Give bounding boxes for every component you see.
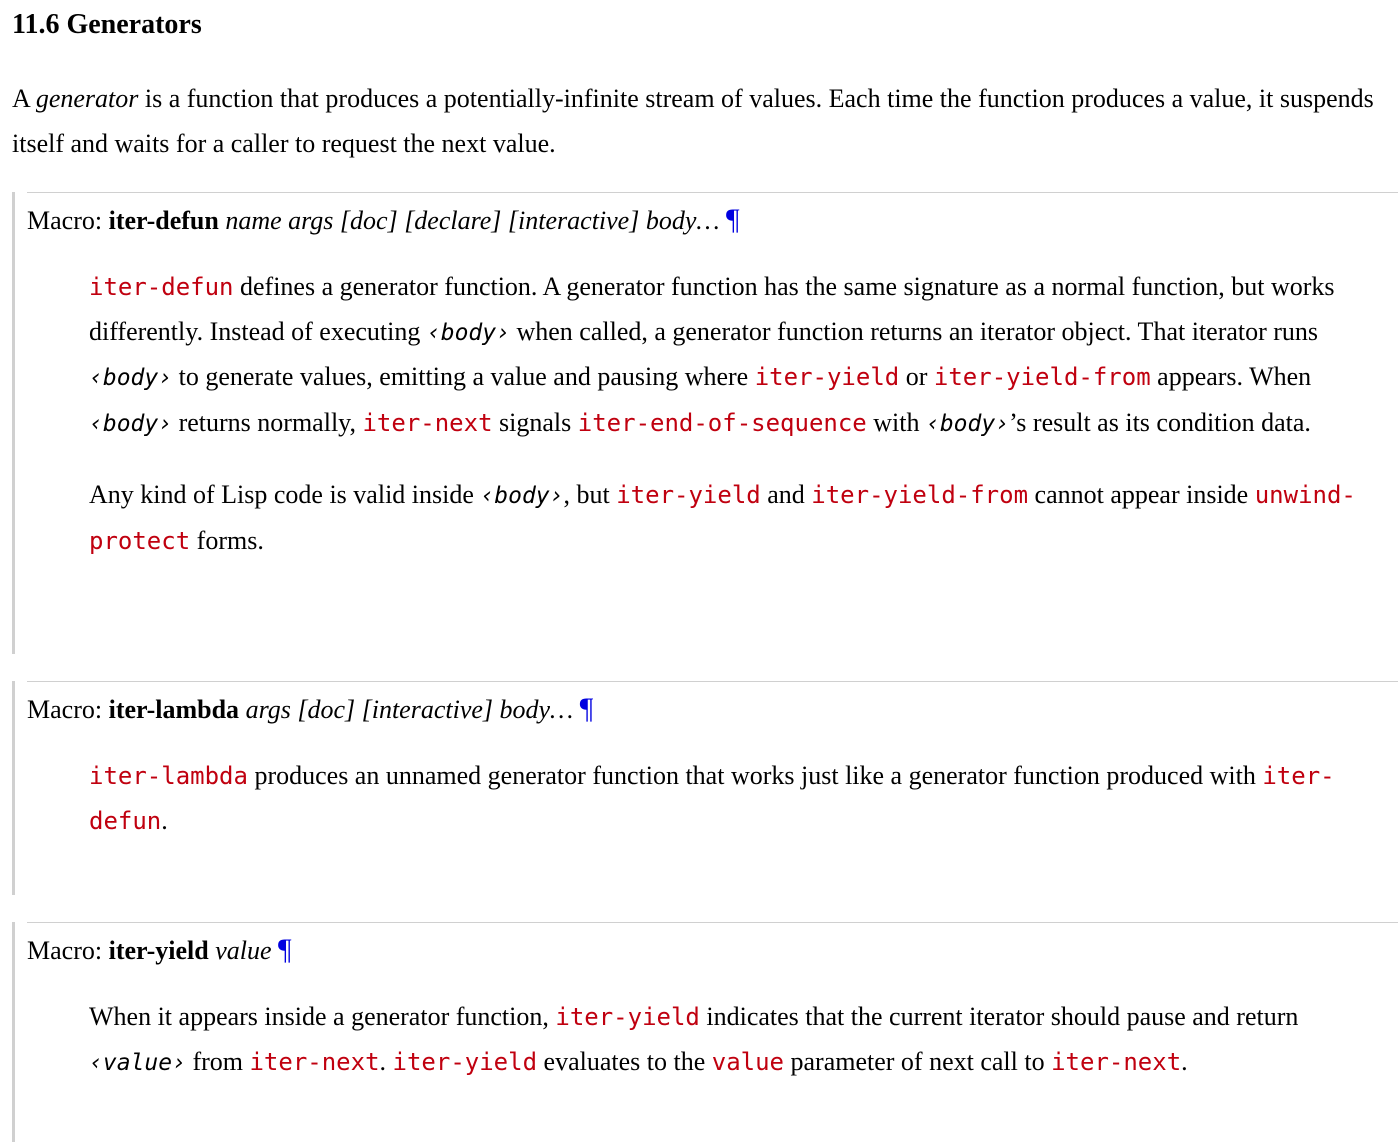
macro-block-iter-yield bbox=[12, 922, 1398, 1142]
pilcrow-anchor-link[interactable]: ¶ bbox=[278, 933, 292, 966]
macro-definition-header bbox=[27, 681, 1398, 727]
metavariable: ‹body› bbox=[89, 410, 173, 437]
description-text: parameter of next call to bbox=[784, 1046, 1052, 1076]
code-reference: iter-next bbox=[362, 408, 493, 437]
macro-kind-label: Macro: bbox=[27, 936, 103, 965]
description-paragraph bbox=[89, 754, 1389, 843]
description-text: cannot appear inside bbox=[1028, 480, 1255, 509]
description-text: signals bbox=[492, 407, 578, 437]
code-reference: iter-next bbox=[1051, 1047, 1182, 1076]
description-paragraph bbox=[89, 473, 1389, 563]
pilcrow-anchor-link[interactable]: ¶ bbox=[726, 203, 740, 236]
macro-kind-label: Macro: bbox=[27, 695, 103, 724]
macro-arguments: name args [doc] [declare] [interactive] body… bbox=[225, 206, 720, 235]
code-reference: iter-yield bbox=[754, 363, 900, 391]
macro-arguments: value bbox=[215, 936, 272, 965]
intro-term: generator bbox=[35, 84, 139, 113]
code-reference: iter-yield-from bbox=[811, 481, 1029, 509]
description-text: returns normally, bbox=[172, 407, 363, 437]
description-text: defines a generator function. A generator function has the same signature as a normal function, but works differently. Instead of executing bbox=[89, 272, 1335, 346]
intro-text-rest: is a function that produces a potentially-infinite stream of values. Each time the function produces a value, it suspends itself and waits for a caller to request the next value. bbox=[12, 84, 1374, 158]
metavariable: ‹body› bbox=[925, 410, 1010, 437]
description-text: When it appears inside a generator function, bbox=[89, 1002, 556, 1031]
macro-definition-header bbox=[27, 922, 1398, 968]
code-reference: iter-yield-from bbox=[933, 363, 1151, 391]
code-reference: iter-next bbox=[249, 1047, 380, 1076]
code-reference: iter-end-of-sequence bbox=[577, 408, 867, 437]
macro-definition-header bbox=[27, 192, 1398, 238]
macro-description bbox=[89, 265, 1389, 563]
description-text: appears. When bbox=[1150, 362, 1312, 391]
description-paragraph bbox=[89, 995, 1389, 1085]
code-reference: iter-yield bbox=[392, 1047, 538, 1076]
description-text: and bbox=[760, 480, 812, 509]
description-text: . bbox=[1181, 1046, 1188, 1076]
code-reference: iter-lambda bbox=[89, 762, 248, 790]
description-text: when called, a generator function returns an iterator object. That iterator runs bbox=[509, 316, 1319, 346]
code-reference: iter-defun bbox=[89, 762, 1335, 835]
description-text: ’s result as its condition data. bbox=[1009, 407, 1311, 437]
code-reference: iter-yield bbox=[555, 1003, 700, 1031]
macro-block-iter-defun bbox=[12, 192, 1398, 654]
macro-name: iter-yield bbox=[108, 936, 209, 965]
metavariable: ‹body› bbox=[480, 483, 564, 509]
macro-description bbox=[89, 995, 1389, 1085]
metavariable: ‹value› bbox=[89, 1049, 186, 1076]
section-title: 11.6 Generators bbox=[12, 9, 202, 40]
code-reference: unwind-protect bbox=[89, 481, 1356, 555]
description-text: with bbox=[866, 407, 926, 437]
pilcrow-anchor-link[interactable]: ¶ bbox=[579, 692, 594, 725]
code-reference: value bbox=[711, 1047, 784, 1076]
code-reference: iter-defun bbox=[89, 273, 234, 301]
description-text: evaluates to the bbox=[537, 1046, 712, 1076]
description-text: . bbox=[379, 1046, 393, 1076]
macro-arguments: args [doc] [interactive] body… bbox=[245, 695, 574, 724]
description-text: . bbox=[161, 805, 168, 835]
description-text: indicates that the current iterator should pause and return bbox=[699, 1002, 1299, 1031]
description-text: Any kind of Lisp code is valid inside bbox=[89, 480, 481, 509]
macro-name: iter-lambda bbox=[108, 695, 240, 724]
description-text: from bbox=[185, 1046, 250, 1076]
description-text: produces an unnamed generator function that works just like a generator function produced with bbox=[247, 761, 1263, 790]
description-text: to generate values, emitting a value and pausing where bbox=[172, 362, 755, 391]
metavariable: ‹body› bbox=[89, 365, 173, 391]
macro-block-iter-lambda bbox=[12, 681, 1398, 895]
description-text: or bbox=[899, 362, 934, 391]
metavariable: ‹body› bbox=[426, 319, 510, 346]
intro-text-start: A bbox=[12, 84, 36, 113]
macro-name: iter-defun bbox=[108, 206, 219, 235]
description-paragraph bbox=[89, 265, 1389, 446]
macro-description bbox=[89, 754, 1389, 843]
intro-paragraph bbox=[12, 76, 1392, 166]
description-text: , but bbox=[563, 480, 617, 509]
macro-kind-label: Macro: bbox=[27, 206, 103, 235]
description-text: forms. bbox=[190, 525, 264, 555]
code-reference: iter-yield bbox=[616, 481, 761, 509]
